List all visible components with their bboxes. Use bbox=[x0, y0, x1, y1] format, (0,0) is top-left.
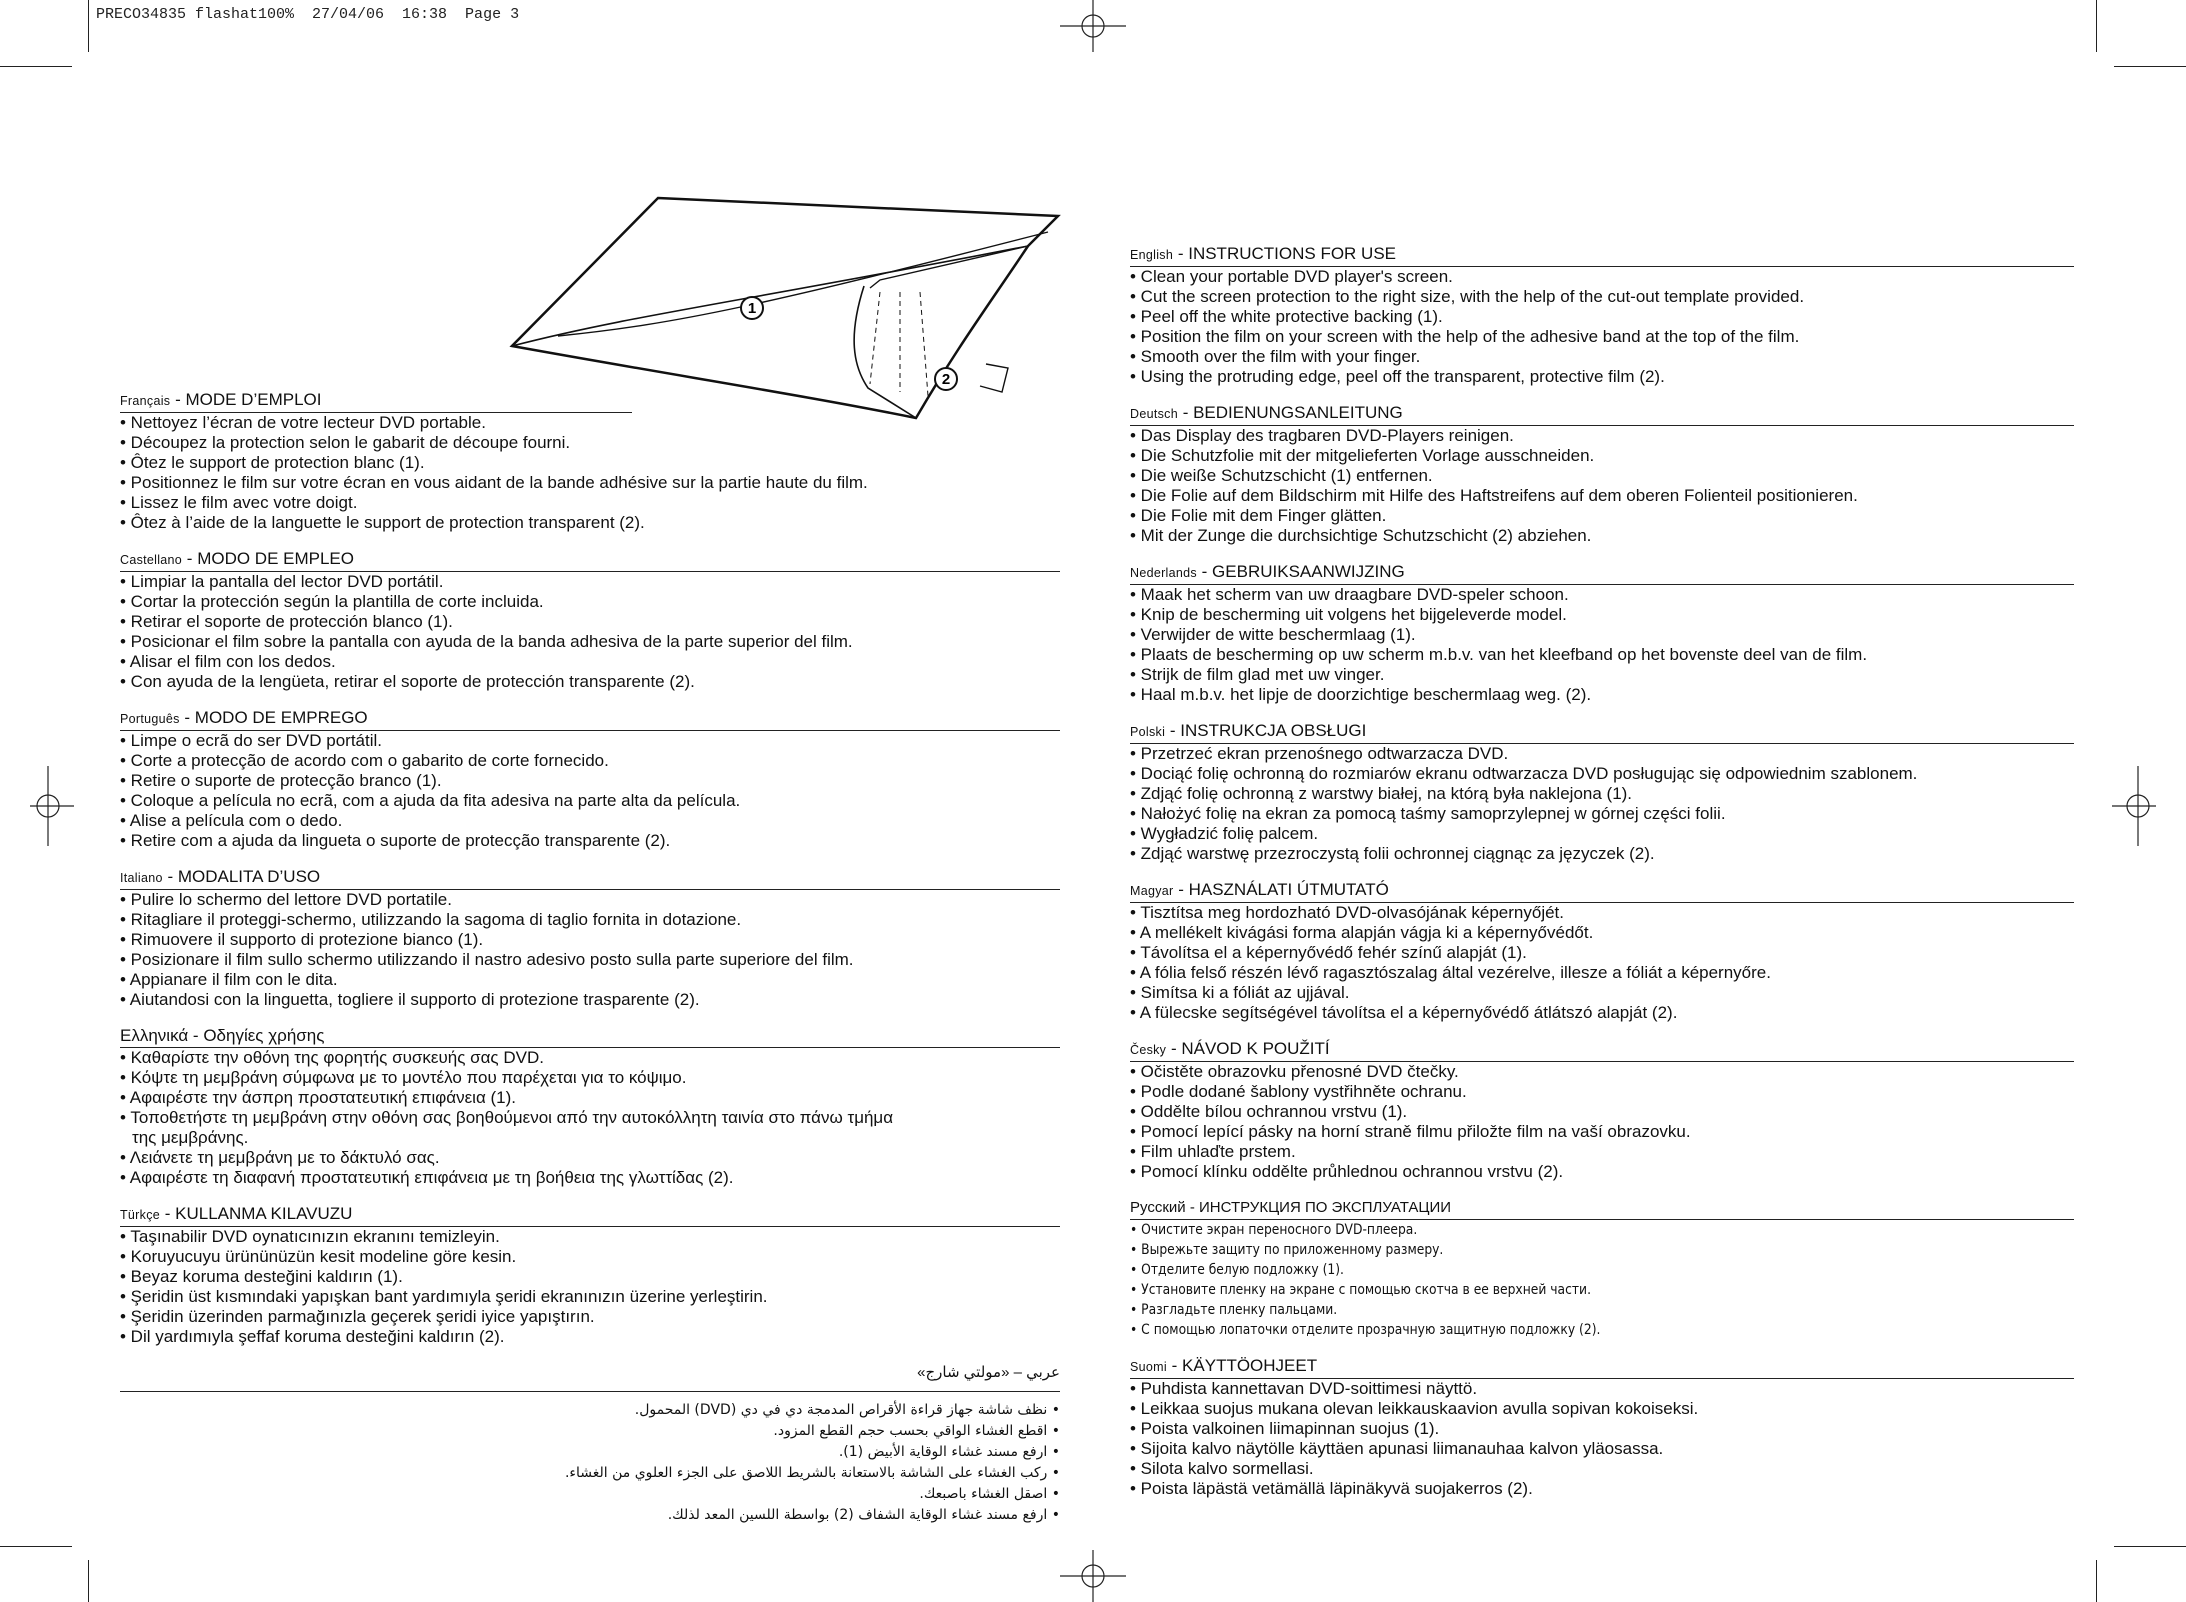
list-item: • Отделите белую подложку (1). bbox=[1130, 1262, 1344, 1278]
list-item: • Using the protruding edge, peel off the transparent, protective film (2). bbox=[1130, 367, 1665, 386]
section-title: Türkçe - KULLANMA KILAVUZU bbox=[120, 1204, 1060, 1227]
list-item: • Retirar el soporte de protección blanco (1). bbox=[120, 612, 453, 631]
crop-mark bbox=[2114, 66, 2186, 67]
list-item: • Das Display des tragbaren DVD-Players reinigen. bbox=[1130, 426, 1514, 445]
svg-text:2: 2 bbox=[941, 371, 951, 388]
section-title: Suomi - KÄYTTÖOHJEET bbox=[1130, 1356, 2074, 1379]
language-name: Deutsch bbox=[1130, 407, 1178, 421]
registration-mark-left bbox=[30, 766, 74, 846]
crop-mark bbox=[2096, 1560, 2097, 1602]
section-heading: BEDIENUNGSANLEITUNG bbox=[1193, 403, 1403, 422]
language-name: Nederlands bbox=[1130, 566, 1197, 580]
section-castellano bbox=[120, 549, 1060, 692]
list-item: • ارفع مسند غشاء الوقاية الشفاف (2) بواسطة اللسين المعد لذلك. bbox=[667, 1507, 1060, 1523]
crop-mark bbox=[0, 1546, 72, 1547]
list-item: • Aiutandosi con la linguetta, togliere il supporto di protezione trasparente (2). bbox=[120, 990, 700, 1009]
section-heading: MODO DE EMPLEO bbox=[197, 549, 354, 568]
section-heading: ИНСТРУКЦИЯ ПО ЭКСПЛУАТАЦИИ bbox=[1199, 1199, 1452, 1216]
list-item: • Haal m.b.v. het lipje de doorzichtige beschermlaag weg. (2). bbox=[1130, 685, 1592, 704]
list-item: • Plaats de bescherming op uw scherm m.b.v. van het kleefband op het bovenste deel van de film. bbox=[1130, 645, 1868, 664]
list-item: • Pomocí klínku oddělte průhlednou ochrannou vrstvu (2). bbox=[1130, 1162, 1564, 1181]
list-item: • Maak het scherm van uw draagbare DVD-speler schoon. bbox=[1130, 585, 1569, 604]
section-heading: MODALITA D’USO bbox=[177, 867, 321, 886]
list-item: • Position the film on your screen with the help of the adhesive band at the top of the film. bbox=[1130, 327, 1800, 346]
list-item: • Knip de bescherming uit volgens het bijgeleverde model. bbox=[1130, 605, 1567, 624]
left-column bbox=[120, 390, 1060, 1542]
section-heading: Οδηγίες χρήσης bbox=[203, 1026, 325, 1045]
language-name: English bbox=[1130, 248, 1174, 262]
list-item: • Očistěte obrazovku přenosné DVD čtečky. bbox=[1130, 1062, 1459, 1081]
section-arabic bbox=[120, 1363, 1060, 1526]
crop-mark bbox=[88, 1560, 89, 1602]
section-heading: MODO DE EMPREGO bbox=[194, 708, 368, 727]
list-item: • Podle dodané šablony vystřihněte ochranu. bbox=[1130, 1082, 1467, 1101]
list-item: • Con ayuda de la lengüeta, retirar el soporte de protección transparente (2). bbox=[120, 672, 695, 691]
section-title: Deutsch - BEDIENUNGSANLEITUNG bbox=[1130, 403, 2074, 426]
list-item: • Appianare il film con le dita. bbox=[120, 970, 338, 989]
section-title: Polski - INSTRUKCJA OBSŁUGI bbox=[1130, 721, 2074, 744]
crop-mark bbox=[2096, 0, 2097, 52]
list-item: • Pomocí lepící pásky na horní straně filmu přiložte film na vaší obrazovku. bbox=[1130, 1122, 1691, 1141]
section-title: English - INSTRUCTIONS FOR USE bbox=[1130, 244, 2074, 267]
section-deutsch bbox=[1130, 403, 2074, 546]
list-item: • Távolítsa el a képernyővédő fehér színű alapját (1). bbox=[1130, 943, 1527, 962]
language-name: Česky bbox=[1130, 1043, 1167, 1057]
list-item: • Die Schutzfolie mit der mitgelieferten Vorlage ausschneiden. bbox=[1130, 446, 1595, 465]
list-item: • Καθαρίστε την οθόνη της φορητής συσκευής σας DVD. bbox=[120, 1048, 544, 1067]
list-item: • Silota kalvo sormellasi. bbox=[1130, 1459, 1314, 1478]
section-magyar bbox=[1130, 880, 2074, 1023]
list-item: • Découpez la protection selon le gabarit de découpe fourni. bbox=[120, 433, 571, 452]
list-item: • Ritagliare il proteggi-schermo, utilizzando la sagoma di taglio fornita in dotazione. bbox=[120, 910, 742, 929]
list-item: • Die weiße Schutzschicht (1) entfernen. bbox=[1130, 466, 1433, 485]
list-item: • Αφαιρέστε την άσπρη προστατευτική επιφάνεια (1). bbox=[120, 1088, 517, 1107]
section-polski bbox=[1130, 721, 2074, 864]
list-item: • ارفع مسند غشاء الوقاية الأبيض (1). bbox=[838, 1444, 1060, 1460]
list-item: • Sijoita kalvo näytölle käyttäen apunasi liimanauhaa kalvon yläosassa. bbox=[1130, 1439, 1664, 1458]
section-francais bbox=[120, 390, 1060, 533]
section-portugues bbox=[120, 708, 1060, 851]
list-item: • Λειάνετε τη μεμβράνη με το δάκτυλό σας. bbox=[120, 1148, 440, 1167]
section-title: Castellano - MODO DE EMPLEO bbox=[120, 549, 1060, 572]
list-item: • Αφαιρέστε τη διαφανή προστατευτική επιφάνεια με τη βοήθεια της γλωττίδας (2). bbox=[120, 1168, 734, 1187]
print-header: PRECO34835 flashat100% 27/04/06 16:38 Page 3 bbox=[96, 6, 520, 23]
list-item: • Limpe o ecrã do ser DVD portátil. bbox=[120, 731, 383, 750]
list-item: • Zdjąć folię ochronną z warstwy białej, na którą była naklejona (1). bbox=[1130, 784, 1633, 803]
list-item: • Lissez le film avec votre doigt. bbox=[120, 493, 358, 512]
section-heading: HASZNÁLATI ÚTMUTATÓ bbox=[1188, 880, 1389, 899]
list-item: • Koruyucuyu ürününüzün kesit modeline göre kesin. bbox=[120, 1247, 517, 1266]
list-item: • Corte a protecção de acordo com o gabarito de corte fornecido. bbox=[120, 751, 609, 770]
section-title: Português - MODO DE EMPREGO bbox=[120, 708, 1060, 731]
list-item: • Limpiar la pantalla del lector DVD portátil. bbox=[120, 572, 444, 591]
list-item: • Verwijder de witte beschermlaag (1). bbox=[1130, 625, 1416, 644]
list-item: • Τοποθετήστε τη μεμβράνη στην οθόνη σας βοηθούμενοι από την αυτοκόλλητη ταινία στο πάνω τμήμα bbox=[120, 1108, 894, 1127]
list-item: • Zdjąć warstwę przezroczystą folii ochronnej ciągnąc za języczek (2). bbox=[1130, 844, 1655, 863]
list-item: • Ôtez à l’aide de la languette le support de protection transparent (2). bbox=[120, 513, 645, 532]
list-item: • Dociąć folię ochronną do rozmiarów ekranu odtwarzacza DVD posługując się odpowiednim szablonem. bbox=[1130, 764, 1918, 783]
section-nederlands bbox=[1130, 562, 2074, 705]
list-item: • Smooth over the film with your finger. bbox=[1130, 347, 1421, 366]
list-item: • Puhdista kannettavan DVD-soittimesi näyttö. bbox=[1130, 1379, 1478, 1398]
section-turkce bbox=[120, 1204, 1060, 1347]
list-item: • Alise a película com o dedo. bbox=[120, 811, 343, 830]
list-item: • Simítsa ki a fóliát az ujjával. bbox=[1130, 983, 1350, 1002]
list-item: • A fülecske segítségével távolítsa el a képernyővédő átlátszó alapját (2). bbox=[1130, 1003, 1678, 1022]
list-item: • Şeridin üst kısmındaki yapışkan bant yardımıyla şeridi ekranınızın üzerine yerleştirin. bbox=[120, 1287, 768, 1306]
language-name: Polski bbox=[1130, 725, 1166, 739]
right-column bbox=[1130, 244, 2074, 1515]
language-name: Türkçe bbox=[120, 1208, 161, 1222]
section-heading: KÄYTTÖOHJEET bbox=[1182, 1356, 1318, 1375]
list-item: • اقطع الغشاء الواقي بحسب حجم القطع المزود. bbox=[773, 1423, 1060, 1439]
section-title: Русский - ИНСТРУКЦИЯ ПО ЭКСПЛУАТАЦИИ bbox=[1130, 1198, 2074, 1220]
section-heading: INSTRUKCJA OBSŁUGI bbox=[1180, 721, 1367, 740]
list-item: • Retire com a ajuda da lingueta o suporte de protecção transparente (2). bbox=[120, 831, 671, 850]
list-item: • Die Folie auf dem Bildschirm mit Hilfe des Haftstreifens auf dem oberen Folienteil positionieren. bbox=[1130, 486, 1858, 505]
section-heading: MODE D’EMPLOI bbox=[185, 390, 322, 409]
list-item: • Positionnez le film sur votre écran en vous aidant de la bande adhésive sur la partie haute du film. bbox=[120, 473, 868, 492]
section-title: Français - MODE D’EMPLOI bbox=[120, 390, 632, 413]
section-heading: KULLANMA KILAVUZU bbox=[175, 1204, 353, 1223]
list-item: • Cortar la protección según la plantilla de corte incluida. bbox=[120, 592, 544, 611]
language-name: Ελληνικά bbox=[120, 1026, 189, 1045]
list-item: • Coloque a película no ecrã, com a ajuda da fita adesiva na parte alta da película. bbox=[120, 791, 741, 810]
section-title: Česky - NÁVOD K POUŽITÍ bbox=[1130, 1039, 2074, 1062]
list-item: • Установите пленку на экране с помощью скотча в ее верхней части. bbox=[1130, 1282, 1591, 1298]
section-russian bbox=[1130, 1198, 2074, 1340]
section-heading: INSTRUCTIONS FOR USE bbox=[1188, 244, 1397, 263]
list-item: • Вырежьте защиту по приложенному размеру. bbox=[1130, 1242, 1444, 1258]
language-name: Italiano bbox=[120, 871, 163, 885]
list-item: • Taşınabilir DVD oynatıcınızın ekranını temizleyin. bbox=[120, 1227, 500, 1246]
list-item: • Разгладьте пленку пальцами. bbox=[1130, 1302, 1338, 1318]
section-heading: NÁVOD K POUŽITÍ bbox=[1181, 1039, 1330, 1058]
list-item: • Retire o suporte de protecção branco (1). bbox=[120, 771, 442, 790]
list-item: • Rimuovere il supporto di protezione bianco (1). bbox=[120, 930, 484, 949]
section-title: Italiano - MODALITA D’USO bbox=[120, 867, 1060, 890]
section-title: Magyar - HASZNÁLATI ÚTMUTATÓ bbox=[1130, 880, 2074, 903]
list-item: • Die Folie mit dem Finger glätten. bbox=[1130, 506, 1387, 525]
language-name: Русский bbox=[1130, 1199, 1186, 1216]
list-item: • Очистите экран переносного DVD-плеера. bbox=[1130, 1222, 1418, 1238]
list-item: • Mit der Zunge die durchsichtige Schutzschicht (2) abziehen. bbox=[1130, 526, 1592, 545]
list-item: • Leikkaa suojus mukana olevan leikkauskaavion avulla sopivan kokoiseksi. bbox=[1130, 1399, 1699, 1418]
crop-mark bbox=[2114, 1546, 2186, 1547]
list-item: • A fólia felső részén lévő ragasztószalag által vezérelve, illesze a fóliát a képernyőre. bbox=[1130, 963, 1771, 982]
section-suomi bbox=[1130, 1356, 2074, 1499]
language-name: Magyar bbox=[1130, 884, 1174, 898]
list-item: • A mellékelt kivágási forma alapján vágja ki a képernyővédőt. bbox=[1130, 923, 1594, 942]
list-item: • Oddělte bílou ochrannou vrstvu (1). bbox=[1130, 1102, 1408, 1121]
language-name: Suomi bbox=[1130, 1360, 1167, 1374]
crop-mark bbox=[0, 66, 72, 67]
list-item: της μεμβράνης. bbox=[132, 1128, 249, 1147]
list-item: • Poista valkoinen liimapinnan suojus (1). bbox=[1130, 1419, 1440, 1438]
section-english bbox=[1130, 244, 2074, 387]
list-item: • Przetrzeć ekran przenośnego odtwarzacza DVD. bbox=[1130, 744, 1509, 763]
list-item: • Dil yardımıyla şeffaf koruma desteğini kaldırın (2). bbox=[120, 1327, 505, 1346]
section-heading: GEBRUIKSAANWIJZING bbox=[1212, 562, 1405, 581]
list-item: • Beyaz koruma desteğini kaldırın (1). bbox=[120, 1267, 403, 1286]
list-item: • Poista läpästä vetämällä läpinäkyvä suojakerros (2). bbox=[1130, 1479, 1533, 1498]
list-item: • Cut the screen protection to the right size, with the help of the cut-out template provided. bbox=[1130, 287, 1805, 306]
list-item: • ركب الغشاء على الشاشة بالاستعانة بالشريط اللاصق على الجزء العلوي من الغشاء. bbox=[564, 1465, 1060, 1481]
list-item: • Wygładzić folię palcem. bbox=[1130, 824, 1319, 843]
registration-mark-top bbox=[1060, 0, 1126, 52]
language-name: Français bbox=[120, 394, 171, 408]
section-greek bbox=[120, 1026, 1060, 1188]
list-item: • Κόψτε τη μεμβράνη σύμφωνα με το μοντέλο που παρέχεται για το κόψιμο. bbox=[120, 1068, 687, 1087]
list-item: • С помощью лопаточки отделите прозрачную защитную подложку (2). bbox=[1130, 1322, 1601, 1338]
list-item: • Tisztítsa meg hordozható DVD-olvasójának képernyőjét. bbox=[1130, 903, 1564, 922]
list-item: • Ôtez le support de protection blanc (1). bbox=[120, 453, 425, 472]
list-item: • Nałożyć folię na ekran za pomocą taśmy samoprzylepnej w górnej części folii. bbox=[1130, 804, 1726, 823]
list-item: • Peel off the white protective backing (1). bbox=[1130, 307, 1443, 326]
list-item: • Nettoyez l’écran de votre lecteur DVD portable. bbox=[120, 413, 486, 432]
svg-text:1: 1 bbox=[747, 300, 757, 317]
list-item: • Alisar el film con los dedos. bbox=[120, 652, 336, 671]
callout-1 bbox=[741, 297, 763, 319]
section-title: Ελληνικά - Οδηγίες χρήσης bbox=[120, 1026, 1060, 1048]
callout-2 bbox=[935, 368, 957, 390]
list-item: • Şeridin üzerinden parmağınızla geçerek şeridi iyice yapıştırın. bbox=[120, 1307, 595, 1326]
language-name: Português bbox=[120, 712, 180, 726]
section-title: Nederlands - GEBRUIKSAANWIJZING bbox=[1130, 562, 2074, 585]
list-item: • Posicionar el film sobre la pantalla con ayuda de la banda adhesiva de la parte superior del film. bbox=[120, 632, 853, 651]
list-item: • نظف شاشة جهاز قراءة الأقراص المدمجة دي في دي (DVD) المحمول. bbox=[634, 1402, 1060, 1418]
section-italiano bbox=[120, 867, 1060, 1010]
list-item: • Pulire lo schermo del lettore DVD portatile. bbox=[120, 890, 452, 909]
list-item: • Film uhlaďte prstem. bbox=[1130, 1142, 1296, 1161]
section-cesky bbox=[1130, 1039, 2074, 1182]
registration-mark-right bbox=[2112, 766, 2156, 846]
registration-mark-bottom bbox=[1060, 1550, 1126, 1602]
list-item: • Clean your portable DVD player's screen. bbox=[1130, 267, 1453, 286]
crop-mark bbox=[88, 0, 89, 52]
list-item: • Posizionare il film sullo schermo utilizzando il nastro adesivo posto sulla parte superiore del film. bbox=[120, 950, 854, 969]
list-item: • اصقل الغشاء باصبعك. bbox=[919, 1486, 1060, 1502]
language-name: Castellano bbox=[120, 553, 183, 567]
section-title: عربي – «مولتي شارج» bbox=[120, 1363, 1060, 1392]
list-item: • Strijk de film glad met uw vinger. bbox=[1130, 665, 1385, 684]
